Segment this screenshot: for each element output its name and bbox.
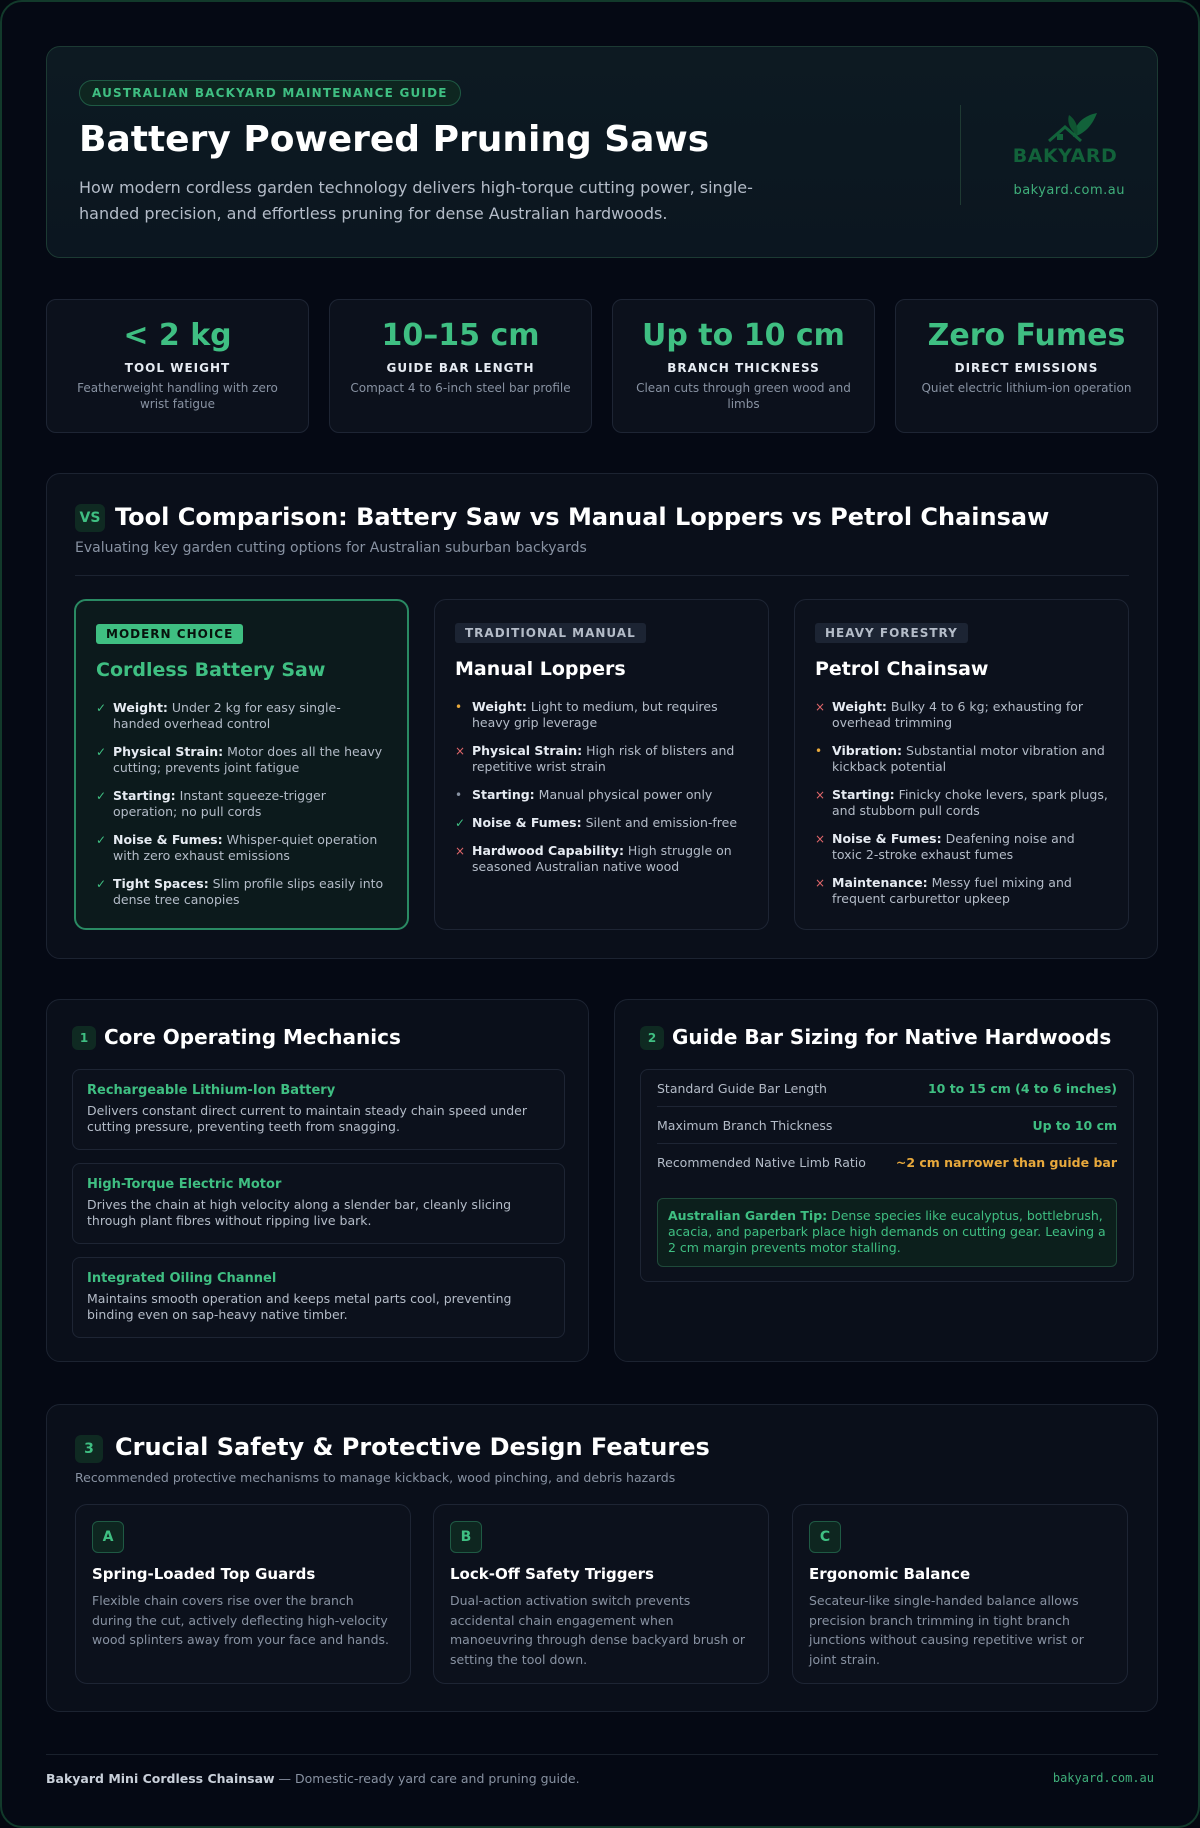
stat-value: 10–15 cm (381, 318, 540, 353)
check-icon: ✓ (96, 789, 107, 803)
mechanics-title: Core Operating Mechanics (104, 1025, 401, 1049)
card-tag: TRADITIONAL MANUAL (455, 623, 646, 643)
list-item: ✓ Tight Spaces: Slim profile slips easily into dense tree canopies (96, 876, 384, 907)
list-item: • Vibration: Substantial motor vibration and kickback potential (815, 743, 1105, 774)
feature-list (455, 699, 748, 887)
card-tag: MODERN CHOICE (96, 624, 243, 644)
table-row (657, 1144, 1117, 1181)
card-tag: HEAVY FORESTRY (815, 623, 968, 643)
stat-label: BRANCH THICKNESS (667, 361, 820, 375)
list-item: × Physical Strain: High risk of blisters and repetitive wrist strain (455, 743, 735, 774)
safety-title: Crucial Safety & Protective Design Features (115, 1433, 710, 1461)
cross-icon: × (455, 744, 466, 758)
card-letter: C (809, 1521, 841, 1553)
card-title: Lock-Off Safety Triggers (450, 1565, 654, 1583)
list-item: • Starting: Manual physical power only (455, 787, 713, 802)
list-item: • Weight: Light to medium, but requires heavy grip leverage (455, 699, 718, 730)
list-item: ✓ Noise & Fumes: Silent and emission-free (455, 815, 738, 830)
mechanic-title: Rechargeable Lithium-Ion Battery (87, 1083, 336, 1098)
safety-card-lock-off-triggers (433, 1504, 769, 1684)
cross-icon: × (815, 788, 826, 802)
check-icon: ✓ (96, 745, 107, 759)
stat-value: Zero Fumes (927, 318, 1126, 353)
row-value: 10 to 15 cm (4 to 6 inches) (927, 1081, 1117, 1096)
table-row (657, 1107, 1117, 1144)
site-url[interactable]: bakyard.com.au (1013, 183, 1125, 198)
bullet-icon: • (455, 788, 463, 802)
guide-bar-section (614, 999, 1158, 1362)
list-item: × Noise & Fumes: Deafening noise and toxic 2-stroke exhaust fumes (815, 831, 1075, 862)
card-description: Secateur-like single-handed balance allows precision branch trimming in tight branch junctions without causing repetitive wrist or joint strain. (809, 1593, 1084, 1667)
mechanic-card-motor (72, 1163, 565, 1244)
stat-description: Clean cuts through green wood and limbs (636, 381, 851, 411)
stat-value: < 2 kg (123, 318, 232, 353)
footer-url[interactable]: bakyard.com.au (1052, 1771, 1154, 1785)
cross-icon: × (815, 876, 826, 890)
card-title: Spring-Loaded Top Guards (92, 1565, 316, 1583)
list-item: ✓ Starting: Instant squeeze-trigger operation; no pull cords (96, 788, 326, 819)
safety-card-top-guards (75, 1504, 411, 1684)
card-description: Flexible chain covers rise over the branch during the cut, actively deflecting high-velocity wood splinters away from your face and hands. (92, 1593, 390, 1647)
check-icon: ✓ (96, 701, 107, 715)
card-title: Cordless Battery Saw (96, 659, 326, 681)
list-item: ✓ Physical Strain: Motor does all the heavy cutting; prevents joint fatigue (96, 744, 383, 775)
cross-icon: × (455, 844, 466, 858)
card-letter: B (450, 1521, 482, 1553)
cross-icon: × (815, 832, 826, 846)
guide-badge: AUSTRALIAN BACKYARD MAINTENANCE GUIDE (79, 80, 461, 106)
logo-text: BAKYARD (1012, 145, 1118, 167)
hero-banner (46, 46, 1158, 258)
stat-label: DIRECT EMISSIONS (954, 361, 1099, 375)
stat-card-bar-length (329, 299, 592, 433)
tip-label: Australian Garden Tip: (668, 1208, 828, 1223)
footer-brand: Bakyard Mini Cordless Chainsaw (46, 1771, 275, 1786)
comparison-title: Tool Comparison: Battery Saw vs Manual Loppers vs Petrol Chainsaw (115, 503, 1050, 531)
guide-bar-title: Guide Bar Sizing for Native Hardwoods (672, 1025, 1112, 1049)
stat-card-branch-thickness (612, 299, 875, 433)
card-petrol-chainsaw (794, 599, 1129, 930)
section-number: 1 (72, 1026, 96, 1050)
feature-list (96, 700, 387, 920)
list-item: × Weight: Bulky 4 to 6 kg; exhausting for overhead trimming (815, 699, 1084, 730)
stat-label: GUIDE BAR LENGTH (386, 361, 535, 375)
section-divider (75, 575, 1129, 576)
card-title: Manual Loppers (455, 658, 626, 680)
comparison-subtitle: Evaluating key garden cutting options for Australian suburban backyards (75, 540, 587, 556)
guide-bar-table (640, 1069, 1134, 1282)
section-number: 2 (640, 1026, 664, 1050)
mechanic-card-oiling (72, 1257, 565, 1338)
stat-card-emissions (895, 299, 1158, 433)
vs-badge: VS (75, 504, 105, 532)
card-description: Dual-action activation switch prevents accidental chain engagement when manoeuvring through dense backyard brush or setting the tool down. (450, 1593, 746, 1667)
list-item: × Starting: Finicky choke levers, spark plugs, and stubborn pull cords (815, 787, 1108, 818)
footer-divider (46, 1754, 1158, 1755)
list-item: ✓ Noise & Fumes: Whisper-quiet operation with zero exhaust emissions (96, 832, 378, 863)
page-title: Battery Powered Pruning Saws (79, 119, 710, 160)
stat-description: Featherweight handling with zero wrist fatigue (77, 381, 278, 411)
stat-label: TOOL WEIGHT (124, 361, 231, 375)
mechanic-description: Drives the chain at high velocity along a slender bar, cleanly slicing through plant fibres without ripping live bark. (87, 1197, 512, 1228)
mechanic-title: High-Torque Electric Motor (87, 1177, 282, 1192)
row-value: ~2 cm narrower than guide bar (895, 1155, 1117, 1170)
card-title: Petrol Chainsaw (815, 658, 989, 680)
garden-tip (657, 1198, 1117, 1267)
stat-value: Up to 10 cm (642, 318, 845, 353)
bullet-icon: • (815, 744, 823, 758)
list-item: × Hardwood Capability: High struggle on seasoned Australian native wood (455, 843, 732, 874)
card-letter: A (92, 1521, 124, 1553)
page-description: How modern cordless garden technology delivers high-torque cutting power, single-handed precision, and effortless pruning for dense Australian hardwoods. (79, 178, 753, 223)
bakyard-logo[interactable] (1005, 107, 1125, 171)
check-icon: ✓ (96, 877, 107, 891)
table-row (657, 1070, 1117, 1107)
bullet-icon: • (455, 700, 463, 714)
row-label: Recommended Native Limb Ratio (657, 1155, 866, 1170)
check-icon: ✓ (96, 833, 107, 847)
row-label: Standard Guide Bar Length (657, 1081, 827, 1096)
footer-text: Bakyard Mini Cordless Chainsaw — Domestic-ready yard care and pruning guide. (46, 1771, 580, 1786)
hero-divider (960, 105, 961, 205)
mechanic-card-battery (72, 1069, 565, 1150)
list-item: ✓ Weight: Under 2 kg for easy single-handed overhead control (96, 700, 341, 731)
mechanic-description: Maintains smooth operation and keeps metal parts cool, preventing binding even on sap-heavy native timber. (87, 1291, 512, 1322)
mechanic-title: Integrated Oiling Channel (87, 1271, 277, 1286)
row-value: Up to 10 cm (1032, 1118, 1117, 1133)
mechanic-description: Delivers constant direct current to maintain steady chain speed under cutting pressure, preventing teeth from snagging. (87, 1103, 527, 1134)
card-cordless-battery-saw (74, 599, 409, 930)
safety-subtitle: Recommended protective mechanisms to manage kickback, wood pinching, and debris hazards (75, 1470, 676, 1485)
safety-card-ergonomic-balance (792, 1504, 1128, 1684)
cross-icon: × (815, 700, 826, 714)
mechanics-section (46, 999, 589, 1362)
section-number: 3 (75, 1435, 103, 1463)
stat-description: Compact 4 to 6-inch steel bar profile (350, 381, 571, 395)
stat-card-weight (46, 299, 309, 433)
card-title: Ergonomic Balance (809, 1565, 971, 1583)
stat-description: Quiet electric lithium-ion operation (921, 381, 1132, 395)
tip-text: Dense species like eucalyptus, bottlebrush, acacia, and paperbark place high demands on cutting gear. Leaving a 2 cm margin prevents motor stalling. (668, 1208, 1106, 1255)
check-icon: ✓ (455, 816, 466, 830)
card-manual-loppers (434, 599, 769, 930)
list-item: × Maintenance: Messy fuel mixing and frequent carburettor upkeep (815, 875, 1072, 906)
row-label: Maximum Branch Thickness (657, 1118, 833, 1133)
feature-list (815, 699, 1108, 919)
